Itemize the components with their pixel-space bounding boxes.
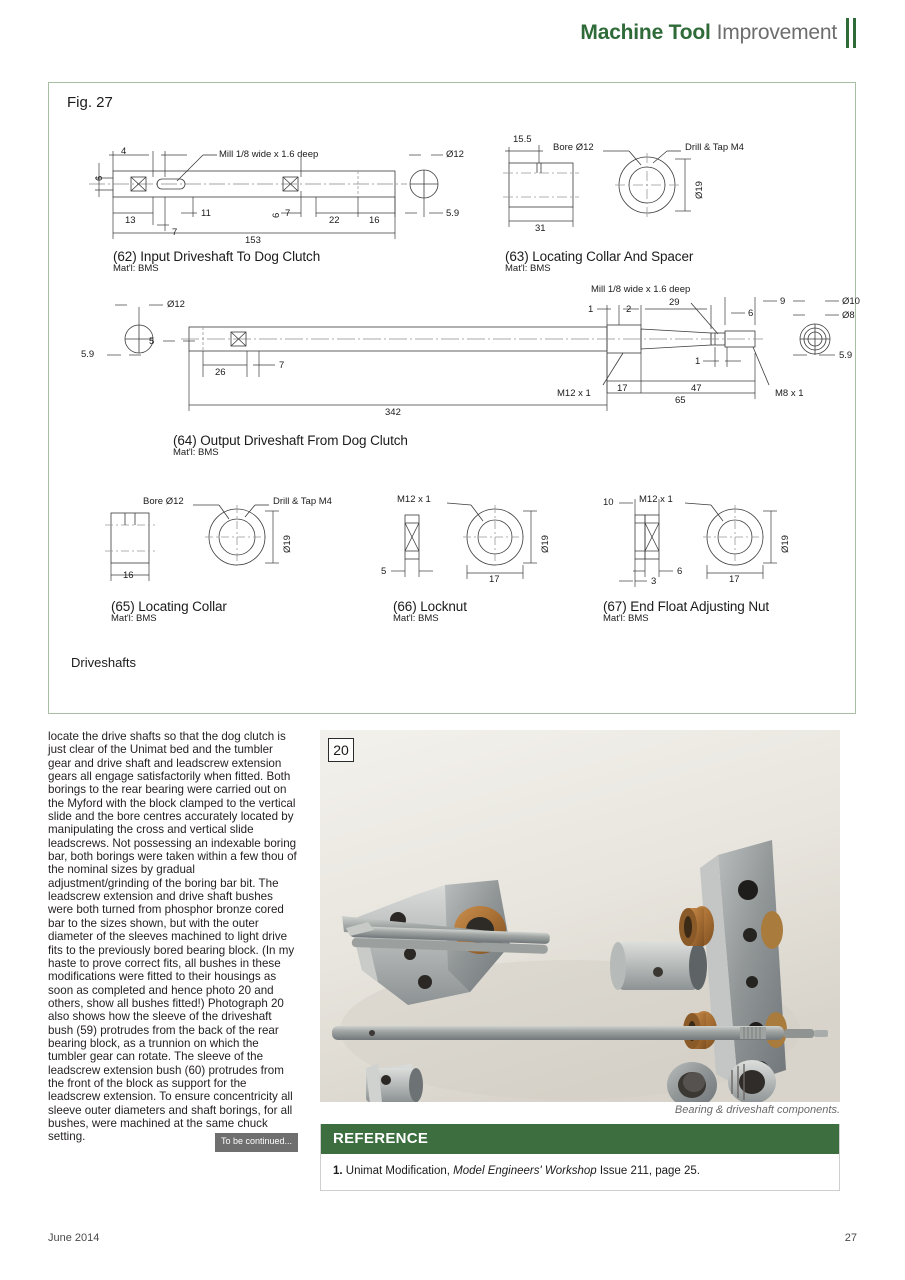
reference-heading: REFERENCE [321,1124,839,1154]
dim-6-left: 6 [94,175,105,181]
note-tap-63: Drill & Tap M4 [685,142,744,153]
dim-59-62: 5.9 [446,208,460,219]
photo-caption: Bearing & driveshaft components. [674,1104,840,1116]
drawing-65 [97,481,367,624]
dim-7a: 7 [172,227,178,238]
figure-footer-label: Driveshafts [71,655,137,670]
drawing-63-material: Mat'l: BMS [505,263,551,274]
reference-item-text-a: Unimat Modification, [342,1165,454,1177]
drawing-63 [495,121,825,274]
article-body-text: locate the drive shafts so that the dog clutch is just clear of the Unimat bed and the tumbler gear and drive shaft and leadscrew extension gears all engage satisfactorily when fitted. Both borings to the rear bearing were carried out on the Myford with the block clamped to the vertical slide and the bore centres accurately located by manipulating the cross and vertical slide leadscrews. Not possessing an indexable boring bar, both borings were taken within a few thou of the nominal sizes by gradual adjustment/grinding of the boring bar bit. The leadscrew extension and drive shaft bushes were both turned from phosphor bronze cored bar to the sizes shown, but with the outer diameter of the sleeves machined to light drive fits to the previously bored bearing block. (In my haste to prove correct fits, all bushes in these modifications were fitted to their housings as soon as completed and hence photo 20 and others, show all bushes fitted!) Photograph 20 also shows how the sleeve of the driveshaft bush (59) protrudes from the back of the rear bearing block, as a trunnion on which the tumbler gear can rotate. The sleeve of the leadscrew extension bush (60) protrudes from the front of the block as support for the leadscrew extension. To ensure concentricity all sleeve outer diameters and shaft borings, for all bushes, were machined at the same chuck setting. [48,730,297,1144]
dim-d10: Ø10 [842,296,860,307]
drawing-64 [63,281,860,461]
dim-11: 11 [201,208,211,219]
header-title-group [580,18,858,48]
dim-4: 4 [121,146,127,157]
dim-16-65: 16 [123,570,134,581]
page-header [0,18,905,62]
dim-47: 47 [691,383,702,394]
note-m8-64: M8 x 1 [775,388,804,399]
note-mill-62: Mill 1/8 wide x 1.6 deep [219,149,319,160]
drawing-65-material: Mat'l: BMS [111,613,157,624]
dim-10-67: 10 [603,497,614,508]
reference-item-italic: Model Engineers' Workshop [453,1165,597,1177]
dim-59-right-64: 5.9 [839,350,853,361]
footer-page-number: 27 [844,1232,857,1244]
dim-1a-64: 1 [588,304,594,315]
reference-item-text-b: Issue 211, page 25. [596,1165,701,1177]
dim-d19-63: Ø19 [694,181,705,199]
dim-d12-64: Ø12 [167,299,185,310]
drawing-66 [379,481,609,624]
dim-6-bottom: 6 [271,212,282,218]
drawing-62 [69,121,489,274]
dim-d19-66: Ø19 [540,535,551,553]
dim-5-64: 5 [149,336,155,347]
dim-65: 65 [675,395,686,406]
footer-issue-date: June 2014 [48,1232,100,1244]
dim-31: 31 [535,223,546,234]
dim-5-66: 5 [381,566,387,577]
dim-17-67: 17 [729,574,740,585]
photo-image [320,730,840,1102]
dim-342: 342 [385,407,401,418]
dim-26: 26 [215,367,226,378]
note-m12-67: M12 x 1 [639,494,673,505]
drawing-64-caption: (64) Output Driveshaft From Dog Clutch [173,433,408,448]
figure-panel [48,82,860,714]
dim-d8: Ø8 [842,310,855,321]
dim-d12-62: Ø12 [446,149,464,160]
note-m12-64: M12 x 1 [557,388,591,399]
dim-155: 15.5 [513,134,532,145]
dim-d19-67: Ø19 [780,535,791,553]
dim-17-64: 17 [617,383,628,394]
drawing-64-material: Mat'l: BMS [173,447,219,458]
note-bore-63: Bore Ø12 [553,142,594,153]
dim-22: 22 [329,215,340,226]
reference-item-number: 1. [333,1165,343,1177]
drawing-63-caption: (63) Locating Collar And Spacer [505,249,694,264]
drawing-67-svg [589,481,839,591]
dim-6-67: 6 [677,566,683,577]
drawing-67-material: Mat'l: BMS [603,613,649,624]
dim-d19-65: Ø19 [282,535,293,553]
drawing-66-material: Mat'l: BMS [393,613,439,624]
photo-number-badge: 20 [328,738,354,762]
drawing-62-material: Mat'l: BMS [113,263,159,274]
article-body-column [48,730,298,1152]
double-bar-icon [846,18,858,48]
dim-153: 153 [245,235,261,246]
dim-7b: 7 [285,208,291,219]
dim-1b-64: 1 [695,356,701,367]
photo-figure-20 [320,730,840,1102]
note-m12-66: M12 x 1 [397,494,431,505]
figure-label: Fig. 27 [67,94,113,111]
header-title-light: Improvement [716,21,837,44]
drawing-62-caption: (62) Input Driveshaft To Dog Clutch [113,249,321,264]
note-tap-65: Drill & Tap M4 [273,496,332,507]
reference-body [321,1154,839,1190]
header-title-bold: Machine Tool [580,21,711,44]
dim-7-64: 7 [279,360,285,371]
dim-13: 13 [125,215,136,226]
dim-2-64: 2 [626,304,632,315]
dim-16: 16 [369,215,380,226]
reference-box [320,1124,840,1191]
drawing-65-caption: (65) Locating Collar [111,599,227,614]
drawing-66-caption: (66) Locknut [393,599,467,614]
dim-29: 29 [669,297,680,308]
dim-3-67: 3 [651,576,657,587]
note-bore-65: Bore Ø12 [143,496,184,507]
note-mill-64: Mill 1/8 wide x 1.6 deep [591,284,691,295]
dim-17-66: 17 [489,574,500,585]
drawing-67 [589,481,839,624]
dim-6-64: 6 [748,308,754,319]
drawing-67-caption: (67) End Float Adjusting Nut [603,599,770,614]
dim-9-64: 9 [780,296,786,307]
dim-59-left-64: 5.9 [81,349,95,360]
to-be-continued-badge: To be continued... [215,1133,298,1151]
